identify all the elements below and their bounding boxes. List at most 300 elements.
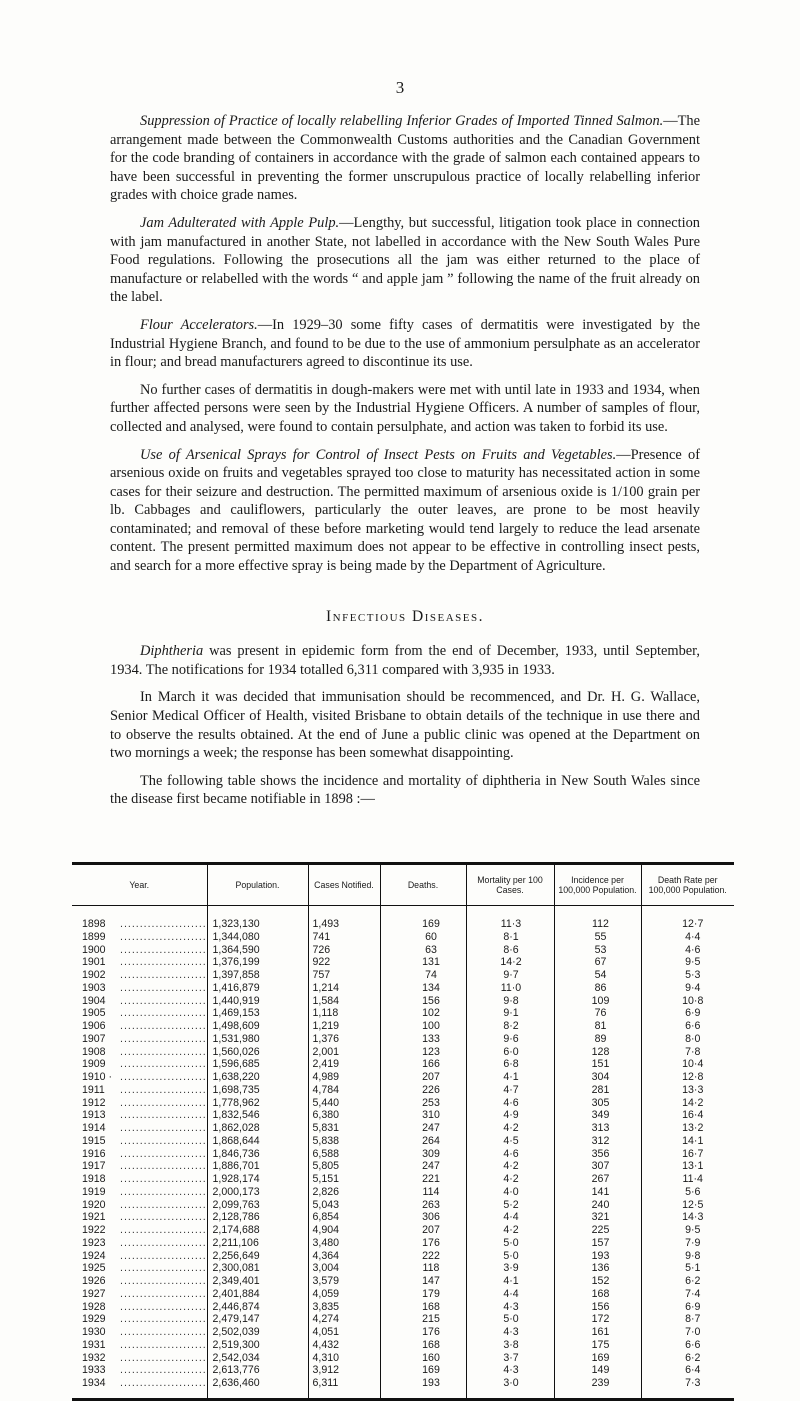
cell-mortality: 4·6 xyxy=(466,1097,554,1110)
cell-year xyxy=(72,1186,207,1199)
cell-population: 1,560,026 xyxy=(207,1046,308,1059)
table-row xyxy=(72,1020,734,1033)
cell-cases: 726 xyxy=(308,944,380,957)
cell-incidence: 86 xyxy=(554,982,641,995)
header-year: Year. xyxy=(72,864,207,906)
cell-deaths: 309 xyxy=(380,1148,466,1161)
paragraph-text: —Presence of arsenious oxide on fruits and vegetables sprayed too close to maturity has necessitated action in some cases for their seizure and destruction. The permitted maximum of arsenious oxide is 1/100 grain per lb. Cabbages and cauliflowers, particularly the outer leaves, are prone to be most heavily contaminated; and removal of these before marketing would tend largely to reduce the lead arsenate content. The present permitted maximum does not appear to be effective in controlling insect pests, and search for a more effective spray is being made by the Department of Agriculture. xyxy=(110,446,700,575)
cell-year xyxy=(72,1109,207,1122)
cell-mortality: 4·5 xyxy=(466,1135,554,1148)
table-row xyxy=(72,1250,734,1263)
cell-death-rate: 13·2 xyxy=(641,1122,734,1135)
cell-population: 2,479,147 xyxy=(207,1313,308,1326)
cell-year xyxy=(72,1084,207,1097)
cell-deaths: 156 xyxy=(380,995,466,1008)
cell-incidence: 304 xyxy=(554,1071,641,1084)
cell-year xyxy=(72,906,207,931)
paragraph-dermatitis xyxy=(110,381,700,437)
cell-year xyxy=(72,1007,207,1020)
table-row xyxy=(72,995,734,1008)
cell-cases: 1,219 xyxy=(308,1020,380,1033)
cell-incidence: 349 xyxy=(554,1109,641,1122)
cell-deaths: 102 xyxy=(380,1007,466,1020)
cell-incidence: 240 xyxy=(554,1199,641,1212)
cell-death-rate: 11·4 xyxy=(641,1173,734,1186)
cell-mortality: 8·6 xyxy=(466,944,554,957)
cell-deaths: 176 xyxy=(380,1237,466,1250)
paragraph-text: The following table shows the incidence and mortality of diphtheria in New South Wales since the disease first became notifiable in 1898 :— xyxy=(110,772,700,808)
cell-deaths: 123 xyxy=(380,1046,466,1059)
year-label: 1907 xyxy=(82,1032,106,1045)
cell-incidence: 55 xyxy=(554,931,641,944)
cell-deaths: 134 xyxy=(380,982,466,995)
year-label: 1901 xyxy=(82,956,106,969)
cell-cases: 3,912 xyxy=(308,1364,380,1377)
body-text xyxy=(110,112,700,818)
table-row xyxy=(72,1097,734,1110)
cell-deaths: 207 xyxy=(380,1071,466,1084)
cell-incidence: 53 xyxy=(554,944,641,957)
year-label: 1905 xyxy=(82,1007,106,1020)
table-row xyxy=(72,1364,734,1377)
cell-incidence: 356 xyxy=(554,1148,641,1161)
table-row xyxy=(72,1148,734,1161)
cell-mortality: 5·0 xyxy=(466,1313,554,1326)
cell-cases: 6,311 xyxy=(308,1377,380,1399)
table-row xyxy=(72,1339,734,1352)
cell-population: 1,397,858 xyxy=(207,969,308,982)
year-label: 1934 xyxy=(82,1377,106,1389)
cell-cases: 4,274 xyxy=(308,1313,380,1326)
cell-incidence: 169 xyxy=(554,1352,641,1365)
table-row xyxy=(72,1352,734,1365)
cell-cases: 5,838 xyxy=(308,1135,380,1148)
cell-incidence: 136 xyxy=(554,1262,641,1275)
cell-cases: 2,419 xyxy=(308,1058,380,1071)
cell-cases: 6,588 xyxy=(308,1148,380,1161)
table-header-row xyxy=(72,864,734,906)
table-row xyxy=(72,1224,734,1237)
cell-death-rate: 6·6 xyxy=(641,1339,734,1352)
cell-incidence: 225 xyxy=(554,1224,641,1237)
paragraph-text: No further cases of dermatitis in dough-makers were met with until late in 1933 and 1934, when further affected persons were seen by the Industrial Hygiene Officers. A number of samples of flour, collected and analysed, were found to contain persulphate, and action was taken to forbid its use. xyxy=(110,381,700,435)
cell-population: 1,323,130 xyxy=(207,906,308,931)
cell-cases: 4,904 xyxy=(308,1224,380,1237)
cell-death-rate: 12·5 xyxy=(641,1199,734,1212)
paragraph-title: Use of Arsenical Sprays for Control of Insect Pests on Fruits and Vegetables. xyxy=(140,446,617,463)
cell-death-rate: 5·3 xyxy=(641,969,734,982)
cell-mortality: 3·9 xyxy=(466,1262,554,1275)
cell-death-rate: 10·4 xyxy=(641,1058,734,1071)
cell-cases: 4,989 xyxy=(308,1071,380,1084)
cell-death-rate: 6·9 xyxy=(641,1007,734,1020)
cell-cases: 757 xyxy=(308,969,380,982)
cell-death-rate: 16·4 xyxy=(641,1109,734,1122)
cell-incidence: 321 xyxy=(554,1211,641,1224)
cell-mortality: 3·7 xyxy=(466,1352,554,1365)
year-label: 1898 xyxy=(82,918,106,930)
section-heading: Infectious Diseases. xyxy=(325,607,484,625)
cell-incidence: 157 xyxy=(554,1237,641,1250)
table-row xyxy=(72,1033,734,1046)
cell-year xyxy=(72,1237,207,1250)
cell-mortality: 4·7 xyxy=(466,1084,554,1097)
cell-deaths: 306 xyxy=(380,1211,466,1224)
cell-population: 1,416,879 xyxy=(207,982,308,995)
cell-mortality: 4·2 xyxy=(466,1160,554,1173)
cell-population: 2,000,173 xyxy=(207,1186,308,1199)
cell-death-rate: 7·3 xyxy=(641,1377,734,1399)
cell-deaths: 207 xyxy=(380,1224,466,1237)
cell-year xyxy=(72,1058,207,1071)
cell-cases: 2,001 xyxy=(308,1046,380,1059)
paragraph-arsenical xyxy=(110,446,700,576)
year-label: 1925 xyxy=(82,1262,106,1275)
cell-death-rate: 4·4 xyxy=(641,931,734,944)
cell-deaths: 169 xyxy=(380,1364,466,1377)
year-label: 1933 xyxy=(82,1364,106,1377)
cell-deaths: 63 xyxy=(380,944,466,957)
header-mortality: Mortality per 100 Cases. xyxy=(466,864,554,906)
cell-mortality: 9·8 xyxy=(466,995,554,1008)
cell-population: 2,401,884 xyxy=(207,1288,308,1301)
cell-mortality: 9·6 xyxy=(466,1033,554,1046)
cell-incidence: 89 xyxy=(554,1033,641,1046)
cell-year xyxy=(72,1211,207,1224)
cell-deaths: 215 xyxy=(380,1313,466,1326)
cell-population: 2,256,649 xyxy=(207,1250,308,1263)
table-row xyxy=(72,1160,734,1173)
cell-cases: 5,440 xyxy=(308,1097,380,1110)
cell-mortality: 5·2 xyxy=(466,1199,554,1212)
cell-population: 1,698,735 xyxy=(207,1084,308,1097)
paragraph-text: was present in epidemic form from the end of December, 1933, until September, 1934. The notifications for 1934 totalled 6,311 compared with 3,935 in 1933. xyxy=(110,643,700,678)
cell-incidence: 313 xyxy=(554,1122,641,1135)
cell-year xyxy=(72,1199,207,1212)
table-row xyxy=(72,969,734,982)
cell-year xyxy=(72,1173,207,1186)
year-label: 1899 xyxy=(82,930,106,943)
table-row xyxy=(72,1237,734,1250)
year-label: 1928 xyxy=(82,1300,106,1313)
cell-cases: 1,376 xyxy=(308,1033,380,1046)
cell-year xyxy=(72,1160,207,1173)
cell-population: 2,502,039 xyxy=(207,1326,308,1339)
year-label: 1908 xyxy=(82,1045,106,1058)
year-label: 1913 xyxy=(82,1109,106,1122)
cell-cases: 3,579 xyxy=(308,1275,380,1288)
paragraph-title: Jam Adulterated with Apple Pulp. xyxy=(140,214,340,231)
paragraph-diphtheria xyxy=(110,642,700,679)
cell-cases: 6,380 xyxy=(308,1109,380,1122)
cell-year xyxy=(72,1097,207,1110)
year-label: 1911 xyxy=(82,1083,105,1096)
table-row xyxy=(72,1275,734,1288)
cell-mortality: 11·0 xyxy=(466,982,554,995)
cell-deaths: 147 xyxy=(380,1275,466,1288)
cell-mortality: 4·2 xyxy=(466,1224,554,1237)
cell-death-rate: 13·3 xyxy=(641,1084,734,1097)
cell-population: 2,128,786 xyxy=(207,1211,308,1224)
cell-year xyxy=(72,1071,207,1084)
cell-deaths: 60 xyxy=(380,931,466,944)
cell-incidence: 67 xyxy=(554,956,641,969)
paragraph-title: Diphtheria xyxy=(140,643,204,660)
cell-cases: 3,004 xyxy=(308,1262,380,1275)
cell-year xyxy=(72,1148,207,1161)
cell-cases: 5,043 xyxy=(308,1199,380,1212)
year-label: 1924 xyxy=(82,1249,106,1262)
cell-cases: 1,214 xyxy=(308,982,380,995)
year-label: 1929 xyxy=(82,1313,106,1326)
cell-cases: 5,805 xyxy=(308,1160,380,1173)
cell-incidence: 76 xyxy=(554,1007,641,1020)
cell-population: 1,638,220 xyxy=(207,1071,308,1084)
table-row xyxy=(72,1007,734,1020)
cell-population: 1,868,644 xyxy=(207,1135,308,1148)
cell-death-rate: 4·6 xyxy=(641,944,734,957)
table-row xyxy=(72,944,734,957)
cell-deaths: 247 xyxy=(380,1160,466,1173)
cell-incidence: 193 xyxy=(554,1250,641,1263)
cell-year xyxy=(72,982,207,995)
cell-mortality: 4·4 xyxy=(466,1288,554,1301)
cell-population: 2,519,300 xyxy=(207,1339,308,1352)
cell-mortality: 4·6 xyxy=(466,1148,554,1161)
cell-year xyxy=(72,1224,207,1237)
cell-population: 2,636,460 xyxy=(207,1377,308,1399)
cell-year xyxy=(72,969,207,982)
year-label: 1930 xyxy=(82,1326,106,1338)
header-cases: Cases Notified. xyxy=(308,864,380,906)
paragraph-text: In March it was decided that immunisation should be recommenced, and Dr. H. G. Wallace, Senior Medical Officer of Health, visited Brisbane to obtain details of the technique in use there and to observe the results obtained. At the end of June a public clinic was opened at the Department on two mornings a week; the response has been somewhat disappointing. xyxy=(110,689,700,762)
cell-incidence: 172 xyxy=(554,1313,641,1326)
cell-cases: 4,784 xyxy=(308,1084,380,1097)
cell-mortality: 9·1 xyxy=(466,1007,554,1020)
header-population: Population. xyxy=(207,864,308,906)
cell-death-rate: 12·8 xyxy=(641,1071,734,1084)
cell-death-rate: 12·7 xyxy=(641,906,734,931)
cell-population: 1,928,174 xyxy=(207,1173,308,1186)
cell-incidence: 168 xyxy=(554,1288,641,1301)
cell-deaths: 133 xyxy=(380,1033,466,1046)
cell-mortality: 8·2 xyxy=(466,1020,554,1033)
cell-population: 2,613,776 xyxy=(207,1364,308,1377)
cell-mortality: 8·1 xyxy=(466,931,554,944)
year-label: 1923 xyxy=(82,1236,106,1249)
cell-year xyxy=(72,1046,207,1059)
cell-death-rate: 16·7 xyxy=(641,1148,734,1161)
cell-year xyxy=(72,1135,207,1148)
cell-mortality: 5·0 xyxy=(466,1250,554,1263)
year-label: 1926 xyxy=(82,1275,106,1287)
cell-mortality: 4·3 xyxy=(466,1364,554,1377)
cell-death-rate: 9·8 xyxy=(641,1250,734,1263)
cell-mortality: 9·7 xyxy=(466,969,554,982)
year-label: 1918 xyxy=(82,1173,106,1185)
cell-cases: 1,584 xyxy=(308,995,380,1008)
cell-deaths: 168 xyxy=(380,1301,466,1314)
year-label: 1914 xyxy=(82,1122,106,1134)
cell-mortality: 4·0 xyxy=(466,1186,554,1199)
cell-year xyxy=(72,1275,207,1288)
cell-mortality: 14·2 xyxy=(466,956,554,969)
cell-cases: 4,059 xyxy=(308,1288,380,1301)
cell-population: 1,376,199 xyxy=(207,956,308,969)
cell-incidence: 141 xyxy=(554,1186,641,1199)
cell-mortality: 4·1 xyxy=(466,1071,554,1084)
cell-population: 2,349,401 xyxy=(207,1275,308,1288)
paragraph-text: —The arrangement made between the Commonwealth Customs authorities and the Canadian Government for the code branding of containers in accordance with the grade of salmon each contained appears to have been successful in preventing the former unscrupulous practice of locally relabelling inferior grades with choice grade names. xyxy=(110,113,700,204)
cell-mortality: 4·4 xyxy=(466,1211,554,1224)
table-row xyxy=(72,1326,734,1339)
cell-death-rate: 6·9 xyxy=(641,1301,734,1314)
diphtheria-table xyxy=(72,862,734,1401)
cell-deaths: 310 xyxy=(380,1109,466,1122)
cell-incidence: 81 xyxy=(554,1020,641,1033)
cell-incidence: 312 xyxy=(554,1135,641,1148)
cell-cases: 4,310 xyxy=(308,1352,380,1365)
cell-population: 1,596,685 xyxy=(207,1058,308,1071)
cell-death-rate: 5·1 xyxy=(641,1262,734,1275)
table-row xyxy=(72,1109,734,1122)
cell-cases: 4,364 xyxy=(308,1250,380,1263)
cell-death-rate: 14·1 xyxy=(641,1135,734,1148)
cell-cases: 2,826 xyxy=(308,1186,380,1199)
table-row xyxy=(72,1186,734,1199)
cell-population: 2,174,688 xyxy=(207,1224,308,1237)
cell-death-rate: 5·6 xyxy=(641,1186,734,1199)
table-row xyxy=(72,1084,734,1097)
cell-mortality: 5·0 xyxy=(466,1237,554,1250)
cell-cases: 922 xyxy=(308,956,380,969)
year-label: 1903 xyxy=(82,981,106,994)
cell-population: 1,364,590 xyxy=(207,944,308,957)
cell-death-rate: 14·2 xyxy=(641,1097,734,1110)
cell-cases: 1,118 xyxy=(308,1007,380,1020)
cell-death-rate: 8·0 xyxy=(641,1033,734,1046)
cell-deaths: 179 xyxy=(380,1288,466,1301)
cell-year xyxy=(72,1033,207,1046)
cell-cases: 6,854 xyxy=(308,1211,380,1224)
cell-deaths: 221 xyxy=(380,1173,466,1186)
cell-year xyxy=(72,956,207,969)
cell-deaths: 131 xyxy=(380,956,466,969)
cell-cases: 3,835 xyxy=(308,1301,380,1314)
cell-death-rate: 6·4 xyxy=(641,1364,734,1377)
table-row xyxy=(72,982,734,995)
diphtheria-table-container xyxy=(72,862,734,1401)
cell-year xyxy=(72,1352,207,1365)
cell-year xyxy=(72,1020,207,1033)
cell-deaths: 100 xyxy=(380,1020,466,1033)
cell-mortality: 11·3 xyxy=(466,906,554,931)
paragraph-table-intro xyxy=(110,772,700,809)
paragraph-title: Flour Accelerators. xyxy=(140,316,258,333)
cell-year xyxy=(72,1339,207,1352)
cell-incidence: 128 xyxy=(554,1046,641,1059)
cell-cases: 5,831 xyxy=(308,1122,380,1135)
cell-incidence: 54 xyxy=(554,969,641,982)
cell-population: 1,862,028 xyxy=(207,1122,308,1135)
paragraph-text: —Lengthy, but successful, litigation took place in connection with jam manufactured in another State, not labelled in accordance with the New South Wales Pure Food regulations. Following the prosecutions all the jam was either returned to the place of manufacture or relabelled with the words “ and apple jam ” following the name of the fruit already on the label. xyxy=(110,214,700,306)
cell-mortality: 4·2 xyxy=(466,1122,554,1135)
cell-population: 1,440,919 xyxy=(207,995,308,1008)
cell-death-rate: 8·7 xyxy=(641,1313,734,1326)
cell-mortality: 4·9 xyxy=(466,1109,554,1122)
header-deaths: Deaths. xyxy=(380,864,466,906)
header-death-rate: Death Rate per 100,000 Population. xyxy=(641,864,734,906)
year-label: 1919 xyxy=(82,1185,106,1198)
cell-deaths: 193 xyxy=(380,1377,466,1399)
table-row xyxy=(72,1122,734,1135)
cell-deaths: 247 xyxy=(380,1122,466,1135)
table-row xyxy=(72,1135,734,1148)
cell-death-rate: 6·2 xyxy=(641,1275,734,1288)
cell-deaths: 169 xyxy=(380,906,466,931)
year-label: 1931 xyxy=(82,1338,106,1351)
paragraph-flour xyxy=(110,316,700,372)
cell-incidence: 305 xyxy=(554,1097,641,1110)
cell-incidence: 239 xyxy=(554,1377,641,1399)
cell-death-rate: 6·2 xyxy=(641,1352,734,1365)
cell-population: 2,446,874 xyxy=(207,1301,308,1314)
year-label: 1917 xyxy=(82,1160,106,1173)
cell-death-rate: 9·4 xyxy=(641,982,734,995)
cell-cases: 3,480 xyxy=(308,1237,380,1250)
cell-cases: 741 xyxy=(308,931,380,944)
cell-year xyxy=(72,944,207,957)
cell-deaths: 264 xyxy=(380,1135,466,1148)
paragraph-title: Suppression of Practice of locally relabelling Inferior Grades of Imported Tinned Salmon. xyxy=(140,113,664,129)
cell-year xyxy=(72,1313,207,1326)
cell-year xyxy=(72,995,207,1008)
cell-year xyxy=(72,1288,207,1301)
cell-deaths: 114 xyxy=(380,1186,466,1199)
year-label: 1910 · xyxy=(82,1071,113,1083)
cell-deaths: 226 xyxy=(380,1084,466,1097)
cell-death-rate: 9·5 xyxy=(641,1224,734,1237)
table-row xyxy=(72,1173,734,1186)
cell-year xyxy=(72,1122,207,1135)
year-label: 1922 xyxy=(82,1224,106,1236)
year-label: 1927 xyxy=(82,1287,106,1300)
cell-incidence: 267 xyxy=(554,1173,641,1186)
cell-cases: 5,151 xyxy=(308,1173,380,1186)
cell-cases: 4,432 xyxy=(308,1339,380,1352)
cell-mortality: 4·3 xyxy=(466,1326,554,1339)
cell-incidence: 151 xyxy=(554,1058,641,1071)
table-row xyxy=(72,1301,734,1314)
cell-deaths: 160 xyxy=(380,1352,466,1365)
cell-population: 2,211,106 xyxy=(207,1237,308,1250)
cell-death-rate: 14·3 xyxy=(641,1211,734,1224)
page-number: 3 xyxy=(395,78,405,97)
cell-year xyxy=(72,931,207,944)
year-label: 1904 xyxy=(82,994,106,1007)
cell-incidence: 281 xyxy=(554,1084,641,1097)
table-body xyxy=(72,906,734,1400)
cell-incidence: 156 xyxy=(554,1301,641,1314)
cell-year xyxy=(72,1326,207,1339)
cell-death-rate: 7·8 xyxy=(641,1046,734,1059)
cell-population: 2,099,763 xyxy=(207,1199,308,1212)
cell-death-rate: 9·5 xyxy=(641,956,734,969)
cell-death-rate: 6·6 xyxy=(641,1020,734,1033)
table-row xyxy=(72,1288,734,1301)
cell-mortality: 4·2 xyxy=(466,1173,554,1186)
year-label: 1932 xyxy=(82,1351,106,1364)
